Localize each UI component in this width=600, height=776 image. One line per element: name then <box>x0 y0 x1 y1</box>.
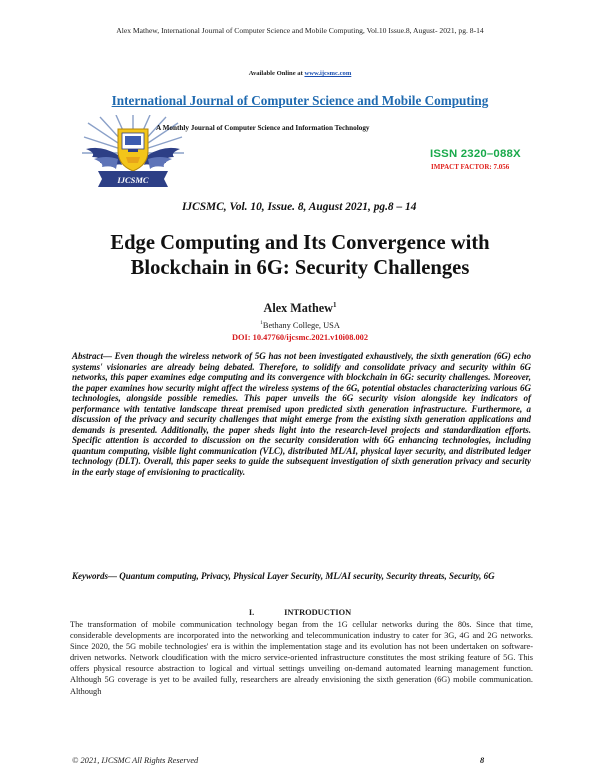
paper-title-line-2: Blockchain in 6G: Security Challenges <box>130 257 470 279</box>
page-number: 8 <box>480 756 485 765</box>
affil-sup: 1 <box>260 320 263 326</box>
affil-text: Bethany College, USA <box>262 320 340 330</box>
section-number: I. <box>248 608 255 617</box>
paper-title-line-1: Edge Computing and Its Convergence with <box>110 232 490 254</box>
author-name <box>0 301 600 316</box>
logo-text: IJCSMC <box>117 175 149 185</box>
journal-name[interactable]: International Journal of Computer Science and Mobile Computing <box>111 93 489 108</box>
footer-copyright: © 2021, IJCSMC All Rights Reserved <box>72 756 199 765</box>
paper-title <box>40 231 560 281</box>
running-header: Alex Mathew, International Journal of Computer Science and Mobile Computing, Vol.10 Issue.8, August- 2021, pg. 8-14 <box>116 26 484 35</box>
introduction-text: The transformation of mobile communication technology began from the 1G cellular networks during the 80s. Since that time, considerable developments are incorporated into the networking and telecommunication industry to cater for 3G, 4G and 2G networks. Since 2020, the 5G mobile technologies' era is within the implementation stage and its evolution has not been undertaken on software-driven networks. Network cloudification with the micro service-oriented infrastructure constitutes the most striking feature of 5G. This offers physical resource abstraction to logical and virtual settings unveiling on-demand automated learning management function. Although 5G coverage is yet to be availed fully, researchers are already envisioning the sixth generation (6G) mobile communication. Although <box>70 620 533 696</box>
author-text: Alex Mathew <box>263 301 333 316</box>
keywords: Keywords— Quantum computing, Privacy, Physical Layer Security, ML/AI security, Security threats, Security, 6G <box>72 571 495 581</box>
author-affiliation <box>0 320 600 330</box>
journal-website-link[interactable]: www.ijcsmc.com <box>304 70 352 77</box>
citation: IJCSMC, Vol. 10, Issue. 8, August 2021, pg.8 – 14 <box>182 201 417 213</box>
available-prefix: Available Online at <box>248 70 305 77</box>
doi[interactable]: DOI: 10.47760/ijcsmc.2021.v10i08.002 <box>231 333 369 342</box>
author-sup: 1 <box>332 301 337 309</box>
abstract: Abstract— Even though the wireless network of 5G has not been investigated exhaustively, the sixth generation (6G) echo systems' visionaries are already being debated. Therefore, to solidify and consolidate privacy and security within 6G networks, this paper examines edge computing and its convergence with blockchain in 6G: security challenges. Moreover, the paper examines how security might affect the wireless systems of the 6G, potential obstacles characterizing various 6G technologies, alongside possible remedies. This paper unveils the 6G security vision alongside key indicators of performance with tentative landscape threat premised upon predicted sixth generation infrastructure. Furthermore, a discussion of the privacy and security challenges that might emerge from the existing sixth generation applications and demands is presented. Additionally, the paper sheds light into the research-level projects and standardization efforts. Specific attention is accorded to discussion on the security consideration with 6G enhancing technologies, including quantum computing, visible light communication (VLC), distributed ML/AI, physical layer security, and distributed ledger technology (DLT). Overall, this paper seeks to guide the subsequent investigation of sixth generation privacy and security in the early stage of envisioning to practicality. <box>72 351 531 478</box>
issn: ISSN 2320–088X <box>430 148 521 160</box>
impact-factor: IMPACT FACTOR: 7.056 <box>431 163 510 171</box>
section-title: INTRODUCTION <box>284 608 352 617</box>
available-online <box>0 70 600 77</box>
section-heading <box>0 608 600 617</box>
journal-subtitle: A Monthly Journal of Computer Science and Information Technology <box>156 124 370 132</box>
